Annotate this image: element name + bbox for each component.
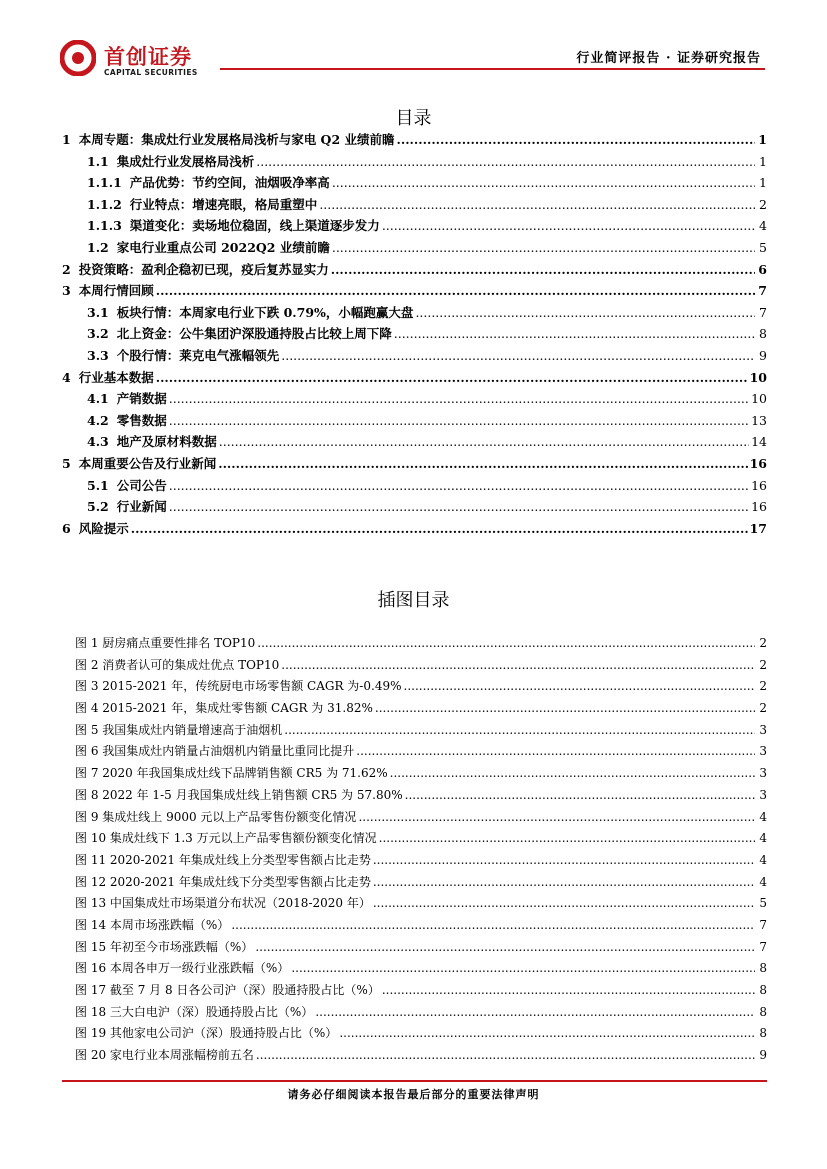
dot-leader [375,698,755,720]
toc-entry-label: 北上资金：公牛集团沪深股通持股占比较上周下降 [116,326,392,342]
toc-entry-page: 9 [759,347,767,363]
toc-entry-label: 风险提示 [78,520,129,536]
toc-entry[interactable] [62,172,767,194]
figure-entry[interactable] [75,655,767,677]
toc-entry-number: 1.1.3 [87,218,122,234]
toc-entry[interactable] [62,129,767,151]
figure-entry-page: 3 [759,744,767,759]
toc-entry-number: 3.3 [87,347,109,363]
figure-entry-page: 8 [759,1004,767,1019]
dot-leader [219,431,749,453]
capital-securities-logo-icon [60,40,96,76]
dot-leader [231,915,755,937]
toc-entry-label: 地产及原材料数据 [116,434,217,450]
dot-leader [390,763,755,785]
figure-entry-label: 图 19 其他家电公司沪（深）股通持股占比（%） [75,1026,338,1041]
toc-entry-number: 1.1 [87,153,109,169]
figure-entry[interactable] [75,850,767,872]
figure-entry-page: 2 [759,701,767,716]
figure-entry[interactable] [75,633,767,655]
figure-entry-label: 图 2 消费者认可的集成灶优点 TOP10 [75,657,280,672]
figure-entry-label: 图 6 我国集成灶内销量占油烟机内销量比重同比提升 [75,744,355,759]
toc-entry-label: 本周重要公告及行业新闻 [78,455,217,471]
dot-leader [356,741,755,763]
toc-entry-page: 1 [759,153,767,169]
dot-leader [382,980,755,1002]
toc-entry-label: 渠道变化：卖场地位稳固，线上渠道逐步发力 [129,218,380,234]
figure-entry-label: 图 8 2022 年 1-5 月我国集成灶线上销售额 CR5 为 57.80% [75,787,403,802]
figure-list [75,633,767,1067]
figure-entry-page: 3 [759,766,767,781]
brand-logo [60,40,220,80]
toc-entry-page: 7 [759,304,767,320]
dot-leader [404,676,756,698]
figure-entry-page: 9 [759,1048,767,1063]
figure-entry[interactable] [75,1045,767,1067]
figure-entry-label: 图 5 我国集成灶内销量增速高于油烟机 [75,722,283,737]
figure-entry-page: 4 [759,874,767,889]
toc-entry[interactable] [62,453,767,475]
dot-leader [131,518,748,540]
dot-leader [281,655,755,677]
dot-leader [169,388,749,410]
toc-entry[interactable] [62,151,767,173]
dot-leader [291,958,755,980]
figure-entry-page: 8 [759,961,767,976]
toc-entry-page: 16 [751,499,767,515]
toc-entry-label: 产销数据 [116,391,167,407]
toc-entry[interactable] [62,259,767,281]
toc-entry-label: 个股行情：莱克电气涨幅领先 [116,347,280,363]
dot-leader [332,172,755,194]
toc-entry-label: 家电行业重点公司 2022Q2 业绩前瞻 [116,239,330,255]
dot-leader [284,720,755,742]
report-type: 行业简评报告 · 证券研究报告 [576,51,761,66]
toc-entry-page: 5 [759,239,767,255]
toc-entry-number: 3 [62,283,71,299]
toc-entry-number: 4.1 [87,391,109,407]
toc-entry[interactable] [62,345,767,367]
toc-entry-label: 本周专题：集成灶行业发展格局浅析与家电 Q2 业绩前瞻 [78,132,395,147]
toc-entry-label: 产品优势：节约空间，油烟吸净率高 [129,175,330,191]
dot-leader [169,496,749,518]
toc-title: 目录 [395,108,432,129]
dot-leader [169,475,749,497]
toc-entry-page: 8 [759,326,767,342]
toc-entry[interactable] [62,388,767,410]
toc-entry-label: 本周行情回顾 [78,283,154,299]
dot-leader [379,828,755,850]
toc-entry-page: 4 [759,218,767,234]
toc-entry[interactable] [62,194,767,216]
figure-entry-page: 2 [759,657,767,672]
legal-notice: 请务必仔细阅读本报告最后部分的重要法律声明 [287,1088,540,1101]
figure-entry-page: 4 [759,809,767,824]
toc-entry[interactable] [62,518,767,540]
figure-entry[interactable] [75,807,767,829]
figure-entry-label: 图 3 2015-2021 年，传统厨电市场零售额 CAGR 为-0.49% [75,679,402,694]
page-header [0,0,827,80]
toc-entry[interactable] [62,496,767,518]
figure-entry-label: 图 14 本周市场涨跌幅（%） [75,917,230,932]
dot-leader [382,215,755,237]
dot-leader [415,302,755,324]
toc-entry-page: 13 [751,412,767,428]
dot-leader [218,453,747,475]
toc-entry[interactable] [62,215,767,237]
toc-entry-page: 2 [759,196,767,212]
dot-leader [358,807,755,829]
figure-entry-label: 图 16 本周各申万一级行业涨跌幅（%） [75,961,290,976]
toc-entry-page: 14 [751,434,767,450]
dot-leader [394,323,755,345]
figure-entry[interactable] [75,698,767,720]
figure-entry-label: 图 10 集成灶线下 1.3 万元以上产品零售额份额变化情况 [75,831,377,846]
toc-entry-page: 1 [758,132,767,147]
dot-leader [169,410,749,432]
figure-entry-label: 图 9 集成灶线上 9000 元以上产品零售份额变化情况 [75,809,357,824]
toc-entry-page: 1 [759,175,767,191]
toc-entry[interactable] [62,302,767,324]
figure-entry[interactable] [75,915,767,937]
dot-leader [156,367,748,389]
dot-leader [256,151,755,173]
toc-entry-page: 16 [749,455,767,471]
figure-entry[interactable] [75,893,767,915]
figure-entry-label: 图 13 中国集成灶市场渠道分布状况（2018-2020 年） [75,896,371,911]
figure-entry[interactable] [75,720,767,742]
figure-entry-label: 图 18 三大白电沪（深）股通持股占比（%） [75,1004,314,1019]
dot-leader [156,280,755,302]
toc-entry-number: 4.3 [87,434,109,450]
figure-entry[interactable] [75,676,767,698]
brand-name-cn: 首创证券 [104,45,192,69]
toc-entry-number: 5 [62,455,71,471]
brand-name-en: CAPITAL SECURITIES [104,68,198,77]
toc-entry-page: 10 [749,369,767,385]
toc-entry-page: 10 [751,391,767,407]
toc-entry-label: 板块行情：本周家电行业下跌 0.79%，小幅跑赢大盘 [116,304,414,320]
dot-leader [405,785,755,807]
figure-entry-page: 7 [759,939,767,954]
figure-entry-page: 2 [759,636,767,650]
toc-entry-number: 5.1 [87,477,109,493]
dot-leader [315,1002,755,1024]
toc-entry-page: 17 [749,520,767,536]
dot-leader [397,129,756,151]
toc-entry[interactable] [62,410,767,432]
toc-entry-label: 行业新闻 [116,499,167,515]
dot-leader [373,872,755,894]
toc-entry[interactable] [62,475,767,497]
figure-entry-page: 3 [759,787,767,802]
toc-entry[interactable] [62,431,767,453]
figure-list-title: 插图目录 [377,590,450,611]
figure-entry-label: 图 20 家电行业本周涨幅榜前五名 [75,1048,254,1063]
figure-entry-page: 8 [759,1026,767,1041]
figure-entry[interactable] [75,763,767,785]
toc-entry-label: 行业基本数据 [78,369,154,385]
toc-entry-number: 5.2 [87,499,109,515]
toc-entry-page: 6 [758,261,767,277]
figure-entry-page: 7 [759,917,767,932]
toc-entry[interactable] [62,367,767,389]
dot-leader [339,1023,755,1045]
dot-leader [331,259,755,281]
figure-entry-page: 3 [759,722,767,737]
figure-entry-label: 图 11 2020-2021 年集成灶线上分类型零售额占比走势 [75,852,371,867]
toc-entry-number: 3.2 [87,326,109,342]
dot-leader [281,345,755,367]
figure-entry-label: 图 12 2020-2021 年集成灶线下分类型零售额占比走势 [75,874,371,889]
figure-entry[interactable] [75,1002,767,1024]
toc-list [62,129,767,539]
figure-entry-page: 5 [759,896,767,911]
toc-entry-number: 4 [62,369,71,385]
dot-leader [332,237,755,259]
footer-divider [62,1080,767,1082]
figure-entry-label: 图 17 截至 7 月 8 日各公司沪（深）股通持股占比（%） [75,983,380,997]
figure-entry[interactable] [75,741,767,763]
toc-entry-label: 集成灶行业发展格局浅析 [116,153,255,169]
toc-entry-page: 16 [751,477,767,493]
figure-entry-label: 图 1 厨房痛点重要性排名 TOP10 [75,636,256,650]
figure-entry-page: 4 [759,852,767,867]
figure-entry-label: 图 15 年初至今市场涨跌幅（%） [75,939,254,954]
toc-entry-number: 2 [62,261,71,277]
figure-entry[interactable] [75,937,767,959]
toc-entry-number: 1.2 [87,239,109,255]
dot-leader [255,937,755,959]
toc-entry-number: 4.2 [87,412,109,428]
figure-entry[interactable] [75,1023,767,1045]
toc-entry[interactable] [62,323,767,345]
toc-entry-number: 1 [62,132,71,147]
figure-entry-label: 图 7 2020 年我国集成灶线下品牌销售额 CR5 为 71.62% [75,766,388,781]
dot-leader [373,850,755,872]
dot-leader [373,893,755,915]
figure-entry-page: 4 [759,831,767,846]
figure-entry[interactable] [75,958,767,980]
toc-entry-label: 零售数据 [116,412,167,428]
dot-leader [256,1045,755,1067]
toc-entry-label: 行业特点：增速亮眼，格局重塑中 [129,196,318,212]
toc-entry[interactable] [62,237,767,259]
toc-entry-number: 3.1 [87,304,109,320]
toc-entry-label: 公司公告 [116,477,167,493]
toc-entry-number: 1.1.1 [87,175,122,191]
toc-entry-number: 1.1.2 [87,196,122,212]
figure-entry[interactable] [75,785,767,807]
toc-entry[interactable] [62,280,767,302]
figure-entry[interactable] [75,828,767,850]
dot-leader [257,633,755,655]
figure-entry-label: 图 4 2015-2021 年，集成灶零售额 CAGR 为 31.82% [75,701,373,716]
figure-entry-page: 8 [759,983,767,997]
toc-entry-page: 7 [758,283,767,299]
header-divider [220,68,765,70]
figure-entry-page: 2 [759,679,767,694]
toc-entry-label: 投资策略：盈利企稳初已现，疫后复苏显实力 [78,261,329,277]
toc-entry-number: 6 [62,520,71,536]
dot-leader [319,194,755,216]
figure-entry[interactable] [75,872,767,894]
figure-entry[interactable] [75,980,767,1002]
